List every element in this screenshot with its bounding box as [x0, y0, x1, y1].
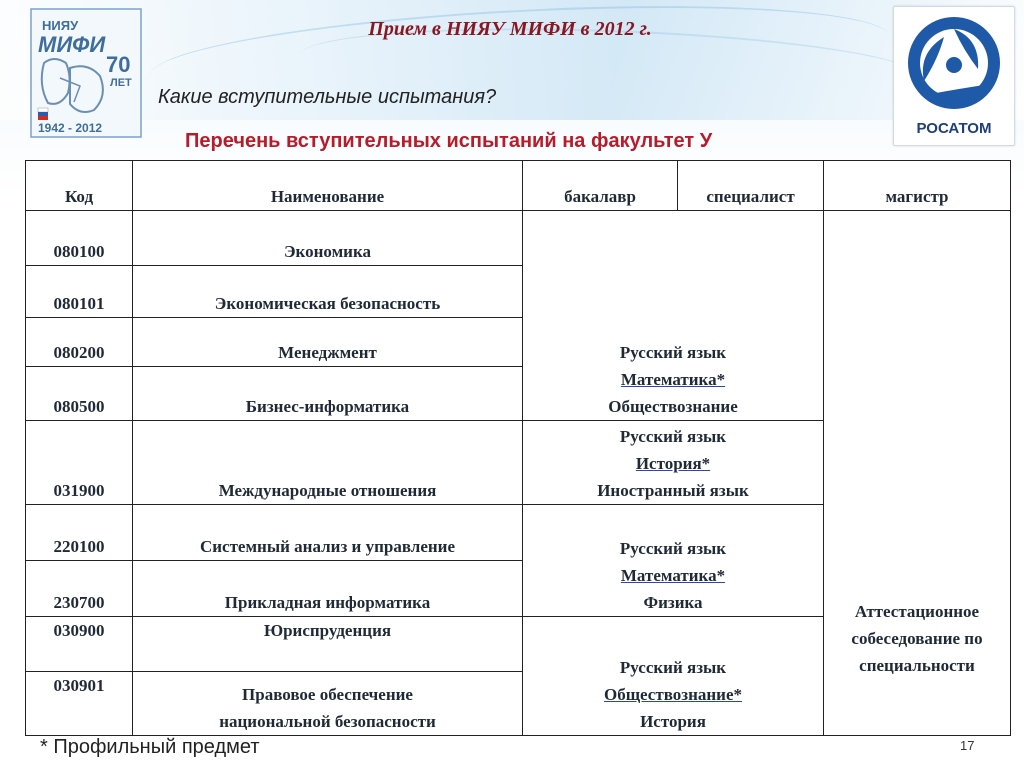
program-name: Юриспруденция: [133, 617, 523, 672]
header-bachelor: бакалавр: [523, 161, 678, 211]
question-heading: Какие вступительные испытания?: [158, 86, 497, 108]
mephi-logo-icon: [30, 8, 142, 138]
program-name-line: Правовое обеспечение: [242, 685, 413, 704]
program-name: Системный анализ и управление: [133, 505, 523, 561]
exam-group-2: [523, 421, 824, 505]
table-row: [26, 211, 1011, 266]
program-code: 080100: [26, 211, 133, 266]
exam-subject: История: [640, 712, 706, 731]
exam-subject-profile: Обществознание*: [603, 685, 743, 704]
program-name: Экономическая безопасность: [133, 266, 523, 318]
mephi-70-logo: [30, 8, 142, 138]
exam-group-1: [523, 211, 824, 421]
program-name: Бизнес-информатика: [133, 367, 523, 421]
logo-text-top: НИЯУ: [42, 18, 79, 33]
exam-subject: Русский язык: [619, 539, 727, 558]
program-name: Международные отношения: [133, 421, 523, 505]
master-exam-line: Аттестационное: [854, 601, 980, 621]
logo-years: 1942 - 2012: [38, 121, 103, 135]
footnote-profile-subject: * Профильный предмет: [40, 736, 260, 758]
exam-subject: Русский язык: [619, 658, 727, 677]
page-number: 17: [960, 738, 975, 753]
program-name: [133, 672, 523, 736]
logo-anniversary-word: ЛЕТ: [110, 77, 132, 89]
exam-subject: Иностранный язык: [597, 481, 749, 500]
exam-group-4: [523, 617, 824, 736]
exam-subject: Русский язык: [619, 343, 727, 362]
table-header-row: [26, 161, 1011, 211]
header-code: Код: [26, 161, 133, 211]
exam-subject-profile: Математика*: [620, 566, 726, 585]
program-name: Менеджмент: [133, 318, 523, 367]
program-code: 080500: [26, 367, 133, 421]
rosatom-atom-icon: [894, 7, 1014, 145]
master-exam-line: собеседование по: [851, 628, 983, 648]
program-name: Экономика: [133, 211, 523, 266]
master-exam-cell: [824, 211, 1011, 736]
master-exam-line: специальности: [859, 655, 975, 675]
exam-subject-profile: История*: [635, 454, 711, 473]
program-code: 030900: [26, 617, 133, 672]
exam-group-3: [523, 505, 824, 617]
entrance-exams-table: [25, 160, 1011, 736]
program-name: Прикладная информатика: [133, 561, 523, 617]
program-name-line: национальной безопасности: [219, 712, 436, 731]
logo-text-main: МИФИ: [38, 32, 106, 57]
header-master: магистр: [824, 161, 1011, 211]
exam-subject: Физика: [643, 593, 703, 612]
exam-subject: Русский язык: [619, 427, 727, 446]
program-code: 080101: [26, 266, 133, 318]
logo-anniversary-number: 70: [106, 52, 131, 77]
rosatom-wordmark: РОСАТОМ: [916, 120, 992, 137]
program-code: 031900: [26, 421, 133, 505]
program-code: 220100: [26, 505, 133, 561]
rosatom-logo: [893, 6, 1015, 146]
slide-title: Прием в НИЯУ МИФИ в 2012 г.: [368, 18, 652, 40]
header-name: Наименование: [133, 161, 523, 211]
program-code: 030901: [26, 672, 133, 736]
exam-subject: Обществознание: [608, 397, 738, 416]
header-specialist: специалист: [678, 161, 824, 211]
table-subtitle: Перечень вступительных испытаний на факультет У: [185, 130, 713, 152]
program-code: 230700: [26, 561, 133, 617]
exam-subject-profile: Математика*: [620, 370, 726, 389]
program-code: 080200: [26, 318, 133, 367]
